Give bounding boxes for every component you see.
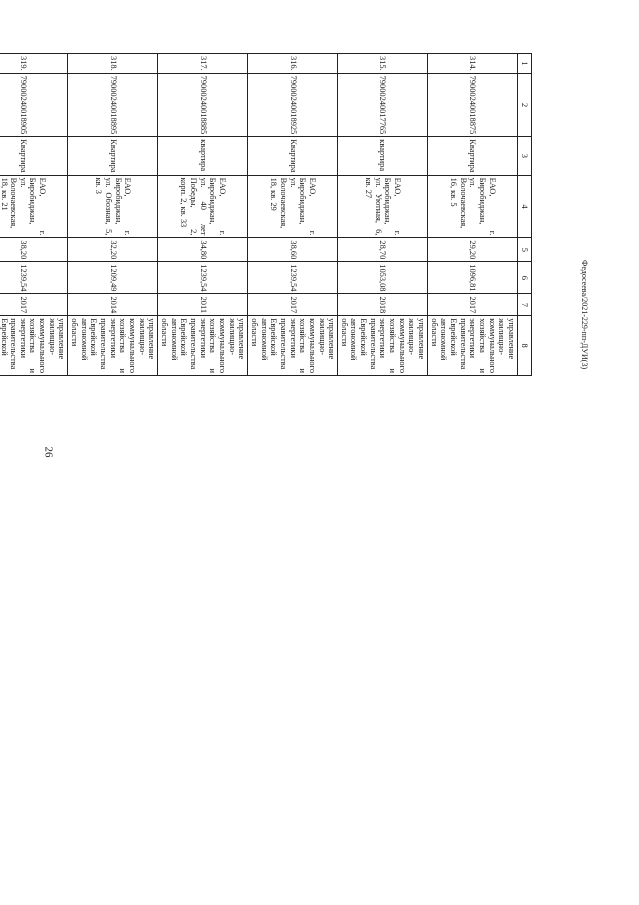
address-cell: ЕАО, г. Биробиджан, ул. Волочаевская, 18, кв. 29: [248, 175, 338, 238]
table-body: [0, 54, 518, 376]
year-value-cell: 2014: [68, 294, 158, 316]
cadastral-number-cell: 79000240018875: [428, 73, 518, 137]
area-value-cell: 29,20: [428, 238, 518, 262]
column-header-1: 1: [518, 54, 532, 74]
year-value-cell: 2017: [428, 294, 518, 316]
page-number: 26: [42, 446, 55, 458]
year-value-cell: 2018: [338, 294, 428, 316]
owner-organization-cell: управление жилищно-коммунального хозяйства и энергетики правительства Еврейской автономной области: [158, 316, 248, 376]
column-header-6: 6: [518, 262, 532, 294]
cadastral-number-cell: 79000240018895: [68, 73, 158, 137]
table-row: [428, 54, 518, 376]
year-value-cell: 2017: [248, 294, 338, 316]
row-number-cell: 318.: [68, 54, 158, 74]
table-row: [68, 54, 158, 376]
footer-document-code: Федосеева/2021-229-пп-ДУИ(3): [580, 260, 589, 370]
cadastral-number-cell: 79000240018905: [0, 73, 68, 137]
cost-value-cell: 1209,49: [68, 262, 158, 294]
owner-organization-cell: управление жилищно-коммунального хозяйства и энергетики правительства Еврейской автономной области: [68, 316, 158, 376]
row-number-cell: 317.: [158, 54, 248, 74]
property-type-cell: Квартира: [68, 137, 158, 175]
property-type-cell: Квартира: [0, 137, 68, 175]
column-header-2: 2: [518, 73, 532, 137]
table-row: [158, 54, 248, 376]
cadastral-number-cell: 79000240017765: [338, 73, 428, 137]
property-type-cell: квартира: [158, 137, 248, 175]
row-number-cell: 315.: [338, 54, 428, 74]
address-cell: ЕАО, г. Биробиджан, ул. Волочаевская, 18, кв. 21: [0, 175, 68, 238]
area-value-cell: 38,20: [0, 238, 68, 262]
property-type-cell: квартира: [338, 137, 428, 175]
owner-organization-cell: управление жилищно-коммунального хозяйства и энергетики правительства Еврейской автономной области: [248, 316, 338, 376]
cost-value-cell: 1239,54: [0, 262, 68, 294]
column-header-4: 4: [518, 175, 532, 238]
column-header-3: 3: [518, 137, 532, 175]
address-cell: ЕАО, г. Биробиджан, ул. Уютная, 6, кв. 27: [338, 175, 428, 238]
table-row: [248, 54, 338, 376]
cost-value-cell: 1239,54: [158, 262, 248, 294]
area-value-cell: 28,70: [338, 238, 428, 262]
year-value-cell: 2017: [0, 294, 68, 316]
area-value-cell: 38,60: [248, 238, 338, 262]
property-table: [0, 53, 532, 376]
address-cell: ЕАО, г. Биробиджан, ул. Обозная, 5, кв. 3: [68, 175, 158, 238]
cost-value-cell: 1053,08: [338, 262, 428, 294]
column-header-5: 5: [518, 238, 532, 262]
row-number-cell: 319.: [0, 54, 68, 74]
owner-organization-cell: управление жилищно-коммунального хозяйства и энергетики правительства Еврейской: [0, 316, 68, 376]
owner-organization-cell: управление жилищно-коммунального хозяйства и энергетики правительства Еврейской автономной области: [428, 316, 518, 376]
cost-value-cell: 1096,81: [428, 262, 518, 294]
table-row: [338, 54, 428, 376]
address-cell: ЕАО, г. Биробиджан, ул. 40 лет Победы, 2, корп. 2, кв. 33: [158, 175, 248, 238]
column-header-7: 7: [518, 294, 532, 316]
area-value-cell: 32,20: [68, 238, 158, 262]
table-row: [0, 54, 68, 376]
property-type-cell: Квартира: [248, 137, 338, 175]
area-value-cell: 34,80: [158, 238, 248, 262]
row-number-cell: 314.: [428, 54, 518, 74]
cadastral-number-cell: 79000240018885: [158, 73, 248, 137]
column-header-8: 8: [518, 316, 532, 376]
cost-value-cell: 1239,54: [248, 262, 338, 294]
address-cell: ЕАО, г. Биробиджан, ул. Волочаевская, 16, кв. 5: [428, 175, 518, 238]
year-value-cell: 2011: [158, 294, 248, 316]
owner-organization-cell: управление жилищно-коммунального хозяйства и энергетики правительства Еврейской автономной области: [338, 316, 428, 376]
cadastral-number-cell: 79000240018925: [248, 73, 338, 137]
property-type-cell: Квартира: [428, 137, 518, 175]
table-header-row: [518, 54, 532, 376]
row-number-cell: 316.: [248, 54, 338, 74]
